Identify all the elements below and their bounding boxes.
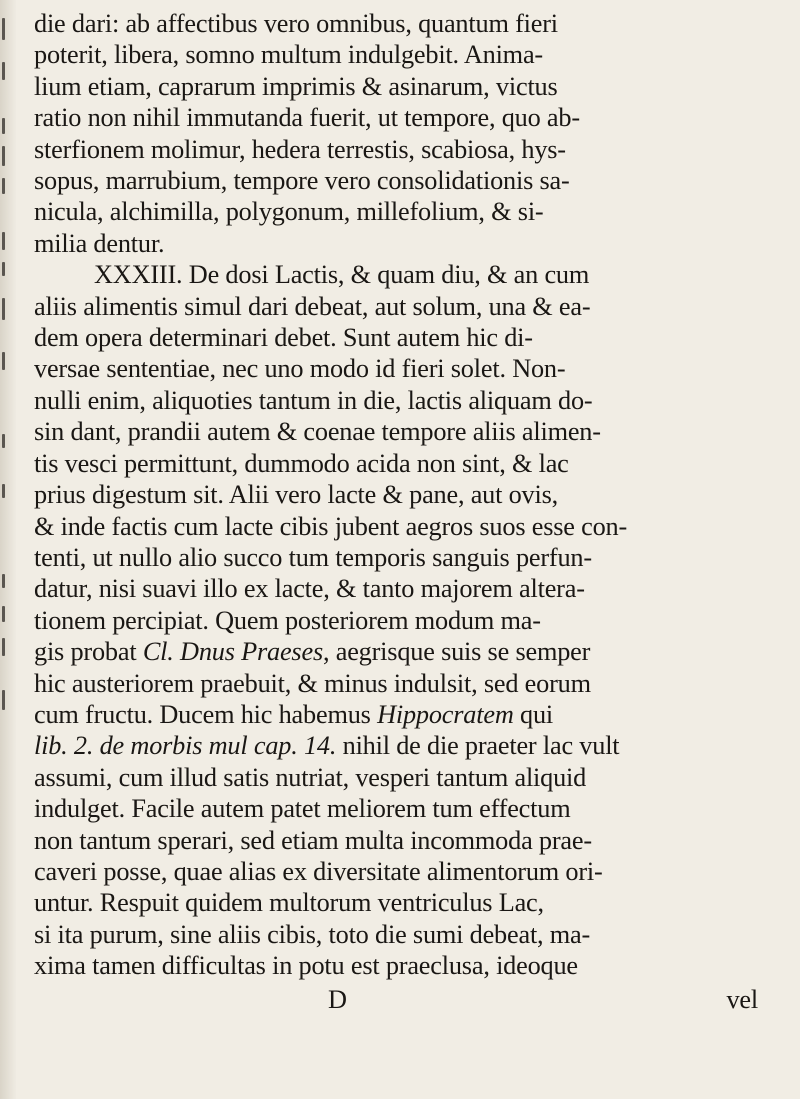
text-line: hic austeriorem praebuit, & minus indulsit, sed eorum (34, 668, 591, 698)
text-line: lib. 2. de morbis mul cap. 14. nihil de die praeter lac vult (34, 731, 620, 761)
text-line: sin dant, prandii autem & coenae tempore aliis alimen- (34, 417, 601, 447)
italic-citation: lib. 2. de morbis mul cap. 14. (34, 731, 337, 761)
text-line: versae sententiae, nec uno modo id fieri solet. Non- (34, 354, 566, 384)
text-line: nulli enim, aliquoties tantum in die, lactis aliquam do- (34, 385, 593, 415)
section-heading-line: XXXIII. De dosi Lactis, & quam diu, & an cum (94, 260, 590, 290)
text-line: cum fructu. Ducem hic habemus Hippocratem qui (34, 699, 554, 729)
text-line: caveri posse, quae alias ex diversitate alimentorum ori- (34, 856, 603, 886)
text-line: lium etiam, caprarum imprimis & asinarum, victus (34, 71, 558, 101)
page-gutter (0, 0, 16, 1099)
text-line: si ita purum, sine aliis cibis, toto die sumi debeat, ma- (34, 919, 591, 949)
text-line: & inde factis cum lacte cibis jubent aegros suos esse con- (34, 511, 628, 541)
text-line: xima tamen difficultas in potu est praeclusa, ideoque (34, 951, 578, 981)
text-line: poterit, libera, somno multum indulgebit. Anima- (34, 40, 543, 70)
italic-citation: Cl. Dnus Praeses (142, 637, 323, 667)
text-line: sterfionem molimur, hedera terrestis, scabiosa, hys- (34, 134, 566, 164)
text-line: tis vesci permittunt, dummodo acida non sint, & lac (34, 448, 569, 478)
text-line: prius digestum sit. Alii vero lacte & pane, aut ovis, (34, 480, 559, 510)
text-line: die dari: ab affectibus vero omnibus, quantum fieri (34, 9, 558, 38)
text-line: sopus, marrubium, tempore vero consolidationis sa- (34, 166, 570, 196)
text-line: dem opera determinari debet. Sunt autem hic di- (34, 323, 533, 353)
text-line: nicula, alchimilla, polygonum, millefolium, & si- (34, 197, 544, 227)
text-line: ratio non nihil immutanda fuerit, ut tempore, quo ab- (34, 103, 580, 133)
binding-marks (2, 0, 12, 1099)
text-line: datur, nisi suavi illo ex lacte, & tanto majorem altera- (34, 574, 585, 604)
text-line: assumi, cum illud satis nutriat, vesperi tantum aliquid (34, 762, 587, 792)
text-line: tenti, ut nullo alio succo tum temporis sanguis perfun- (34, 542, 592, 572)
text-line: gis probat Cl. Dnus Praeses, aegrisque suis se semper (34, 637, 591, 667)
body-text (34, 8, 784, 1015)
text-line: untur. Respuit quidem multorum ventriculus Lac, (34, 888, 544, 918)
text-line: aliis alimentis simul dari debeat, aut solum, una & ea- (34, 291, 591, 321)
page-footer (34, 984, 784, 1015)
text-line: milia dentur. (34, 228, 165, 258)
text-line: tionem percipiat. Quem posteriorem modum ma- (34, 605, 541, 635)
italic-citation: Hippocratem (377, 699, 514, 729)
text-line: non tantum sperari, sed etiam multa incommoda prae- (34, 825, 592, 855)
catchword: vel (726, 984, 758, 1014)
text-line: indulget. Facile autem patet meliorem tum effectum (34, 794, 571, 824)
signature-mark: D (328, 984, 347, 1014)
